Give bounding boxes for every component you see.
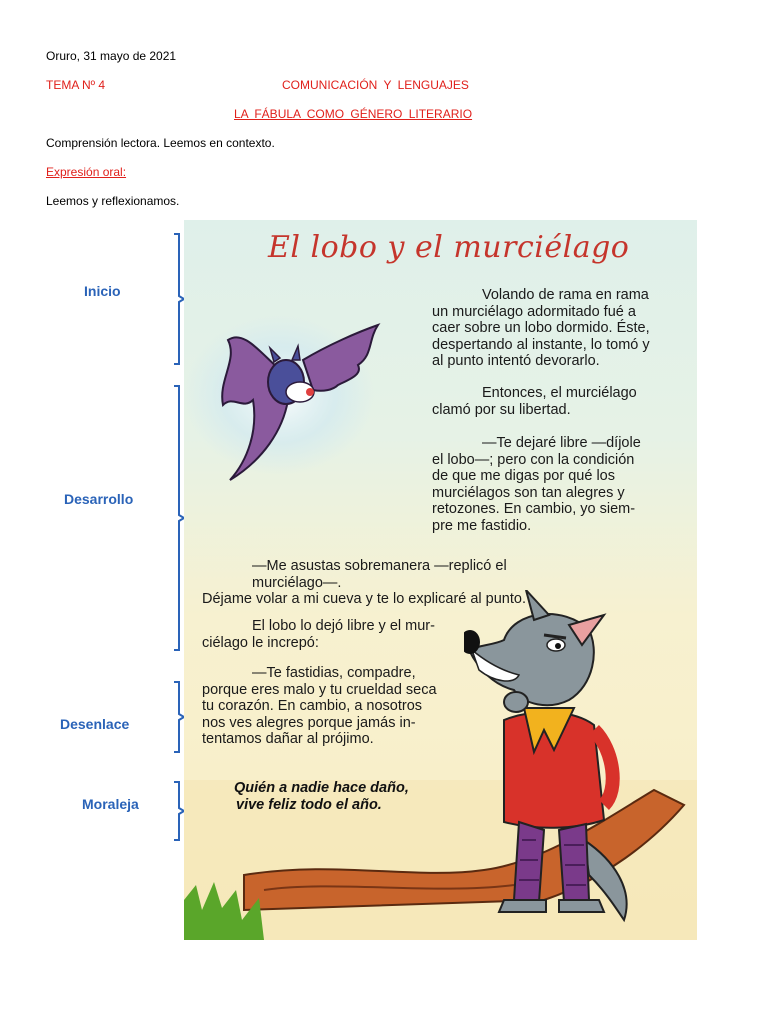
leemos-line: Leemos y reflexionamos. [46,194,180,208]
moral-line: vive feliz todo el año. [236,797,382,813]
fable-line: caer sobre un lobo dormido. Éste, [432,320,650,336]
comprension-line: Comprensión lectora. Leemos en contexto. [46,136,275,150]
fable-paragraph-4 [202,558,562,608]
fable-line: retozones. En cambio, yo siem- [432,501,636,517]
fable-moral [234,780,409,814]
fable-line: tu corazón. En cambio, a nosotros [202,698,423,714]
label-desarrollo: Desarrollo [64,491,134,507]
fable-line: El lobo lo dejó libre y el mur- [252,618,435,634]
label-moraleja: Moraleja [82,796,139,812]
fable-paragraph-6 [202,665,457,748]
bat-illustration [208,320,383,485]
fable-line: pre me fastidio. [432,517,532,534]
fable-title: El lobo y el murciélago [268,230,630,265]
fable-line: de que me digas por qué los [432,468,615,484]
fable-line: tentamos dañar al prójimo. [202,731,374,747]
expresion-oral-heading: Expresión oral: [46,165,127,179]
fable-line: Entonces, el murciélago [482,385,637,401]
label-inicio: Inicio [84,283,121,299]
fable-line: clamó por su libertad. [432,401,571,418]
wolf-illustration [464,590,664,930]
fable-line: nos ves alegres porque jamás in- [202,714,416,731]
fable-line: Déjame volar a mi cueva y te lo explicaré al punto. [202,591,526,607]
fable-paragraph-1 [432,287,692,370]
fable-line: —Te fastidias, compadre, [252,665,416,681]
fable-line: ciélago le increpó: [202,634,319,651]
tema-label: TEMA Nº 4 [46,78,106,92]
fable-line: murciélagos son tan alegres y [432,484,625,501]
fable-line: Volando de rama en rama [482,287,649,303]
fable-line: —Me asustas sobremanera —replicó el murciélago—. [252,558,507,591]
fable-paragraph-3 [432,435,692,534]
fable-line: —Te dejaré libre —díjole [482,435,641,451]
fable-line: un murciélago adormitado fué a [432,303,636,320]
moral-line: Quién a nadie hace daño, [234,780,409,796]
label-desenlace: Desenlace [60,716,130,732]
fable-line: al punto intentó devorarlo. [432,353,600,369]
fable-line: porque eres malo y tu crueldad seca [202,681,437,698]
subject-label: COMUNICACIÓN Y LENGUAJES [282,78,469,92]
document-title: LA FÁBULA COMO GÉNERO LITERARIO [234,107,473,121]
fable-line: despertando al instante, lo tomó y [432,336,650,353]
date-line: Oruro, 31 mayo de 2021 [46,49,177,63]
fable-paragraph-5 [202,618,452,651]
fable-page [184,220,697,940]
fable-paragraph-2 [432,385,692,418]
fable-line: el lobo—; pero con la condición [432,451,635,468]
